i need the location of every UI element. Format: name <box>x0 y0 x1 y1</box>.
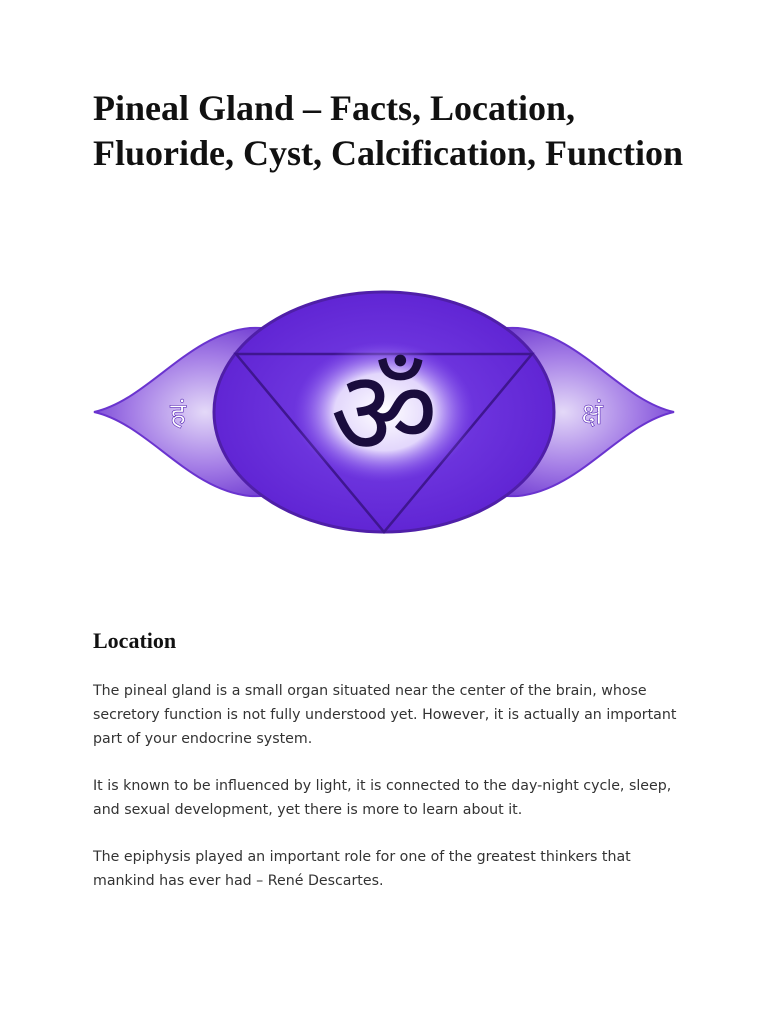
section-body <box>93 679 693 916</box>
ajna-chakra-figure <box>88 282 680 544</box>
section-heading-location: Location <box>93 628 177 653</box>
paragraph: The pineal gland is a small organ situated near the center of the brain, whose secretory function is not fully understood yet. However, it is actually an important part of your endocrine system. <box>93 683 677 747</box>
right-petal-symbol: क्षं <box>581 397 603 432</box>
om-symbol: ॐ <box>330 344 438 482</box>
paragraph: It is known to be influenced by light, it is connected to the day-night cycle, sleep, and sexual development, yet there is more to learn about it. <box>93 778 672 818</box>
left-petal-symbol: हं <box>170 397 186 432</box>
ajna-chakra-image <box>88 282 680 544</box>
paragraph: The epiphysis played an important role for one of the greatest thinkers that mankind has ever had – René Descartes. <box>93 849 631 889</box>
page-title: Pineal Gland – Facts, Location, Fluoride, Cyst, Calcification, Function <box>93 88 683 173</box>
